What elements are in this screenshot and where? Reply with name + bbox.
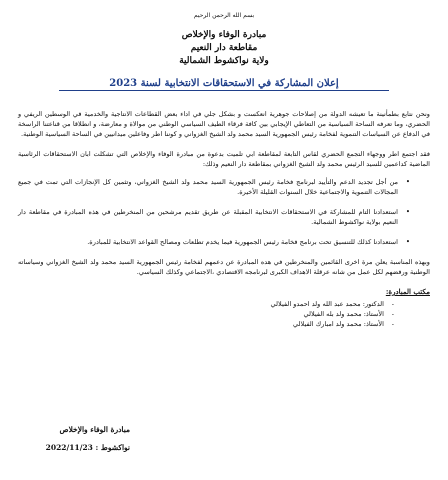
list-item bbox=[18, 177, 408, 197]
goal-text: استعدادنا كذلك للتنسيق تحت برنامج فخامة رئيس الجمهورية فيما يخدم تطلعات ومصالح القواعد الانتخابية للمبادرة. bbox=[87, 238, 398, 246]
office-title: مكتب المبادرة: bbox=[385, 287, 430, 296]
province-name: ولاية نواكشوط الشمالية bbox=[179, 56, 269, 66]
dash-icon: - bbox=[391, 320, 394, 328]
bullet-icon: • bbox=[405, 208, 410, 216]
goal-text: من أجل تجديد الدعم والتأييد لبرنامج فخامة رئيس الجمهورية السيد محمد ولد الشيخ الغزواني، وتثمين كل الإنجازات التي تمت في جميع المجالات التنموية والاجتماعية خلال السنوات القليلة الأخيرة. bbox=[18, 178, 398, 196]
signature-block bbox=[20, 424, 130, 454]
list-item bbox=[18, 207, 408, 227]
member-name: الدكتور: محمد عبد الله ولد احمدو الفيلالي bbox=[270, 300, 384, 308]
goals-list bbox=[18, 177, 418, 247]
list-item bbox=[18, 237, 408, 247]
footer-place-date: نواكشوط : 2022/11/23 bbox=[45, 443, 130, 452]
basmala: بسم الله الرحمن الرحيم bbox=[193, 12, 255, 19]
meeting-paragraph: فقد اجتمع اطر ووجهاء التجمع الحضري لقاس التابعة لمقاطعة ابي تلميت بدعوة من مبادرة الوفاء والإخلاص التي تشكلت ابان الاستحقاقات الرئاسية الماضية كداعمين للسيد الرئيس محمد ولد الشيخ الغزواني بمقاطعة دار النعيم وذلك: bbox=[18, 150, 430, 168]
office-members-list bbox=[18, 299, 394, 329]
initiative-name: مبادرة الوفاء والإخلاص bbox=[181, 30, 267, 40]
dash-icon: - bbox=[391, 300, 394, 308]
document-title: إعلان المشاركة في الاستحقاقات الانتخابية لسنة 2023 bbox=[59, 78, 389, 91]
bullet-icon: • bbox=[405, 238, 410, 246]
list-item bbox=[18, 299, 394, 309]
member-name: الأستاذ: محمد ولد بله الفيلالي bbox=[303, 310, 384, 318]
member-name: الأستاذ: محمد ولد امبارك الفيلالي bbox=[293, 320, 384, 328]
list-item bbox=[18, 319, 394, 329]
list-item bbox=[18, 309, 394, 319]
district-name: مقاطعة دار النعيم bbox=[190, 43, 258, 53]
footer-org: مبادرة الوفاء والإخلاص bbox=[59, 425, 130, 434]
intro-paragraph: ونحن نتابع بطمأنينة ما تعيشه الدولة من إصلاحات جوهرية انعكست و بشكل جلي في اداء بعض القطاعات الانتاجية والخدمية في الوسطين الريفي و الحضري، وما تعرفه الساحة السياسية من التعاطي الإيجابي بين كافة فرقاء الطيف السياسي الوطني من موالاة و معارضة، و انطلاقا من قناعتنا الراسخة في الدفاع عن السياسات التنموية لفخامة رئيس الجمهورية السيد محمد ولد الشيخ الغزواني و كوننا اطر وفاعلين ميدانيين في الساحة السياسية الوطنية. bbox=[18, 110, 430, 138]
closing-paragraph: وبهذه المناسبة يعلن مرة اخرى القائمين والمنخرطين في هده المبادرة عن دعمهم لفخامة رئيس الجمهورية السيد محمد ولد الشيخ الغزواني وسياساته الوطنية ورفضهم لكل عمل من شانه عرقلة الاهداف الكبرى لبرنامجه الاقتصادي ،الاجتماعي وكذلك السياسي. bbox=[18, 258, 430, 276]
goal-text: استعدادنا التام للمشاركة في الاستحقاقات الانتخابية المقبلة عن طريق تقديم مرشحين من المنخرطين في هذه المبادرة في مقاطعة دار النعيم بولاية نواكشوط الشمالية. bbox=[18, 208, 398, 226]
bullet-icon: • bbox=[405, 178, 410, 186]
dash-icon: - bbox=[391, 310, 394, 318]
